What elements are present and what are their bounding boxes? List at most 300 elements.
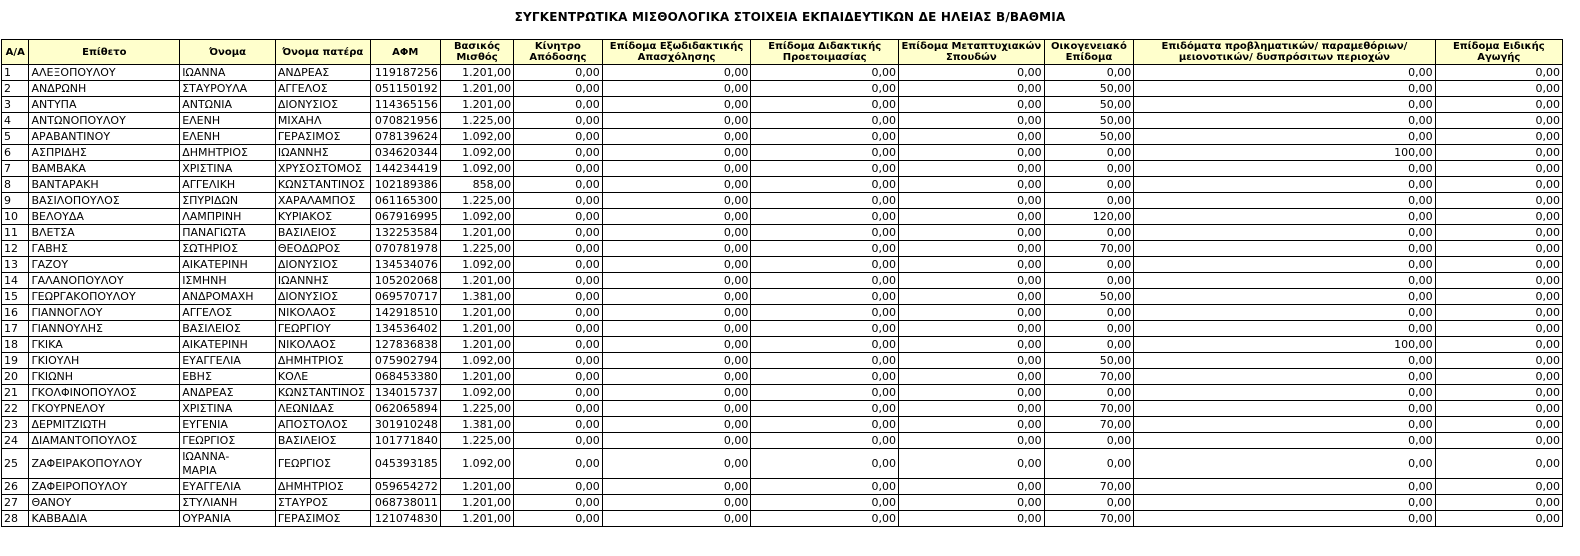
cell-extra-teaching-allowance: 0,00	[602, 495, 751, 511]
cell-extra-teaching-allowance: 0,00	[602, 113, 751, 129]
cell-family-allowance: 70,00	[1044, 417, 1134, 433]
col-header-family-allowance: Οικογενειακό Επίδομα	[1044, 40, 1134, 65]
table-row	[2, 65, 1563, 81]
cell-extra-teaching-allowance: 0,00	[602, 273, 751, 289]
cell-afm: 068453380	[370, 369, 440, 385]
cell-aa: 28	[2, 511, 29, 527]
cell-first-name: ΑΝΔΡΟΜΑΧΗ	[180, 289, 276, 305]
cell-remote-areas-allowance: 0,00	[1134, 353, 1435, 369]
cell-afm: 144234419	[370, 161, 440, 177]
cell-first-name: ΑΝΔΡΕΑΣ	[180, 385, 276, 401]
cell-aa: 26	[2, 479, 29, 495]
cell-aa: 5	[2, 129, 29, 145]
col-header-postgraduate-allowance: Επίδομα Μεταπτυχιακών Σπουδών	[899, 40, 1045, 65]
cell-afm: 132253584	[370, 225, 440, 241]
cell-teaching-prep-allowance: 0,00	[751, 129, 899, 145]
cell-afm: 068738011	[370, 495, 440, 511]
col-header-afm: ΑΦΜ	[370, 40, 440, 65]
cell-aa: 25	[2, 449, 29, 479]
cell-aa: 13	[2, 257, 29, 273]
cell-aa: 21	[2, 385, 29, 401]
cell-performance-incentive: 0,00	[514, 225, 603, 241]
cell-afm: 067916995	[370, 209, 440, 225]
cell-postgraduate-allowance: 0,00	[899, 145, 1045, 161]
cell-remote-areas-allowance: 0,00	[1134, 161, 1435, 177]
table-row	[2, 369, 1563, 385]
cell-special-education-allowance: 0,00	[1435, 511, 1562, 527]
cell-surname: ΒΑΣΙΛΟΠΟΥΛΟΣ	[29, 193, 180, 209]
cell-surname: ΑΝΤΥΠΑ	[29, 97, 180, 113]
cell-extra-teaching-allowance: 0,00	[602, 161, 751, 177]
table-row	[2, 225, 1563, 241]
cell-extra-teaching-allowance: 0,00	[602, 479, 751, 495]
cell-father-name: ΑΝΔΡΕΑΣ	[275, 65, 370, 81]
cell-remote-areas-allowance: 0,00	[1134, 129, 1435, 145]
cell-extra-teaching-allowance: 0,00	[602, 321, 751, 337]
cell-performance-incentive: 0,00	[514, 209, 603, 225]
cell-aa: 18	[2, 337, 29, 353]
cell-remote-areas-allowance: 0,00	[1134, 273, 1435, 289]
cell-teaching-prep-allowance: 0,00	[751, 225, 899, 241]
cell-special-education-allowance: 0,00	[1435, 401, 1562, 417]
cell-afm: 105202068	[370, 273, 440, 289]
cell-afm: 119187256	[370, 65, 440, 81]
cell-afm: 062065894	[370, 401, 440, 417]
cell-performance-incentive: 0,00	[514, 145, 603, 161]
cell-afm: 114365156	[370, 97, 440, 113]
cell-extra-teaching-allowance: 0,00	[602, 193, 751, 209]
cell-extra-teaching-allowance: 0,00	[602, 129, 751, 145]
cell-aa: 1	[2, 65, 29, 81]
cell-remote-areas-allowance: 0,00	[1134, 385, 1435, 401]
cell-performance-incentive: 0,00	[514, 305, 603, 321]
table-row	[2, 417, 1563, 433]
cell-surname: ΓΑΒΗΣ	[29, 241, 180, 257]
cell-family-allowance: 70,00	[1044, 369, 1134, 385]
cell-postgraduate-allowance: 0,00	[899, 401, 1045, 417]
cell-performance-incentive: 0,00	[514, 433, 603, 449]
cell-postgraduate-allowance: 0,00	[899, 417, 1045, 433]
cell-family-allowance: 50,00	[1044, 97, 1134, 113]
cell-performance-incentive: 0,00	[514, 337, 603, 353]
cell-postgraduate-allowance: 0,00	[899, 289, 1045, 305]
cell-remote-areas-allowance: 100,00	[1134, 145, 1435, 161]
cell-basic-salary: 1.201,00	[440, 97, 513, 113]
cell-teaching-prep-allowance: 0,00	[751, 81, 899, 97]
cell-family-allowance: 120,00	[1044, 209, 1134, 225]
col-header-teaching-prep-allowance: Επίδομα Διδακτικής Προετοιμασίας	[751, 40, 899, 65]
cell-family-allowance: 0,00	[1044, 337, 1134, 353]
cell-remote-areas-allowance: 0,00	[1134, 305, 1435, 321]
cell-remote-areas-allowance: 0,00	[1134, 113, 1435, 129]
cell-aa: 22	[2, 401, 29, 417]
cell-first-name: ΑΙΚΑΤΕΡΙΝΗ	[180, 337, 276, 353]
cell-basic-salary: 1.225,00	[440, 113, 513, 129]
table-row	[2, 241, 1563, 257]
cell-teaching-prep-allowance: 0,00	[751, 193, 899, 209]
col-header-remote-areas-allowance: Επιδόματα προβληματικών/ παραμεθόριων/ μειονοτικών/ δυσπρόσιτων περιοχών	[1134, 40, 1435, 65]
cell-basic-salary: 1.201,00	[440, 81, 513, 97]
cell-teaching-prep-allowance: 0,00	[751, 273, 899, 289]
page-title: ΣΥΓΚΕΝΤΡΩΤΙΚΑ ΜΙΣΘΟΛΟΓΙΚΑ ΣΤΟΙΧΕΙΑ ΕΚΠΑΙΔΕΥΤΙΚΩΝ ΔΕ ΗΛΕΙΑΣ Β/ΒΑΘΜΙΑ	[514, 10, 1066, 24]
cell-aa: 23	[2, 417, 29, 433]
cell-family-allowance: 50,00	[1044, 289, 1134, 305]
cell-afm: 069570717	[370, 289, 440, 305]
cell-postgraduate-allowance: 0,00	[899, 129, 1045, 145]
cell-extra-teaching-allowance: 0,00	[602, 433, 751, 449]
cell-family-allowance: 0,00	[1044, 321, 1134, 337]
cell-basic-salary: 1.092,00	[440, 385, 513, 401]
cell-family-allowance: 70,00	[1044, 401, 1134, 417]
cell-surname: ΓΚΟΥΡΝΕΛΟΥ	[29, 401, 180, 417]
cell-surname: ΑΛΕΞΟΠΟΥΛΟΥ	[29, 65, 180, 81]
cell-family-allowance: 70,00	[1044, 241, 1134, 257]
cell-remote-areas-allowance: 0,00	[1134, 321, 1435, 337]
cell-aa: 4	[2, 113, 29, 129]
cell-teaching-prep-allowance: 0,00	[751, 289, 899, 305]
table-row	[2, 289, 1563, 305]
cell-afm: 059654272	[370, 479, 440, 495]
cell-teaching-prep-allowance: 0,00	[751, 161, 899, 177]
cell-aa: 24	[2, 433, 29, 449]
cell-first-name: ΕΒΗΣ	[180, 369, 276, 385]
table-row	[2, 193, 1563, 209]
cell-special-education-allowance: 0,00	[1435, 433, 1562, 449]
cell-basic-salary: 1.092,00	[440, 129, 513, 145]
cell-aa: 15	[2, 289, 29, 305]
cell-father-name: ΣΤΑΥΡΟΣ	[275, 495, 370, 511]
cell-remote-areas-allowance: 0,00	[1134, 81, 1435, 97]
cell-first-name: ΕΥΑΓΓΕΛΙΑ	[180, 479, 276, 495]
cell-performance-incentive: 0,00	[514, 65, 603, 81]
table-body	[2, 65, 1563, 527]
cell-family-allowance: 0,00	[1044, 177, 1134, 193]
cell-special-education-allowance: 0,00	[1435, 337, 1562, 353]
cell-afm: 070781978	[370, 241, 440, 257]
cell-remote-areas-allowance: 0,00	[1134, 209, 1435, 225]
cell-extra-teaching-allowance: 0,00	[602, 401, 751, 417]
cell-postgraduate-allowance: 0,00	[899, 193, 1045, 209]
cell-aa: 7	[2, 161, 29, 177]
cell-postgraduate-allowance: 0,00	[899, 81, 1045, 97]
cell-surname: ΓΚΙΚΑ	[29, 337, 180, 353]
cell-basic-salary: 1.092,00	[440, 145, 513, 161]
col-header-basic-salary: Βασικός Μισθός	[440, 40, 513, 65]
cell-basic-salary: 1.201,00	[440, 65, 513, 81]
cell-afm: 134536402	[370, 321, 440, 337]
col-header-first-name: Όνομα	[180, 40, 276, 65]
cell-family-allowance: 0,00	[1044, 433, 1134, 449]
cell-surname: ΓΚΟΛΦΙΝΟΠΟΥΛΟΣ	[29, 385, 180, 401]
cell-father-name: ΑΓΓΕΛΟΣ	[275, 81, 370, 97]
cell-family-allowance: 0,00	[1044, 161, 1134, 177]
cell-remote-areas-allowance: 0,00	[1134, 495, 1435, 511]
cell-basic-salary: 1.201,00	[440, 495, 513, 511]
cell-postgraduate-allowance: 0,00	[899, 65, 1045, 81]
table-row	[2, 511, 1563, 527]
cell-basic-salary: 1.092,00	[440, 449, 513, 479]
cell-first-name: ΠΑΝΑΓΙΩΤΑ	[180, 225, 276, 241]
cell-remote-areas-allowance: 0,00	[1134, 257, 1435, 273]
cell-afm: 101771840	[370, 433, 440, 449]
cell-teaching-prep-allowance: 0,00	[751, 417, 899, 433]
cell-surname: ΒΑΜΒΑΚΑ	[29, 161, 180, 177]
table-row	[2, 337, 1563, 353]
cell-aa: 11	[2, 225, 29, 241]
table-row	[2, 257, 1563, 273]
cell-teaching-prep-allowance: 0,00	[751, 113, 899, 129]
cell-performance-incentive: 0,00	[514, 257, 603, 273]
cell-father-name: ΔΙΟΝΥΣΙΟΣ	[275, 257, 370, 273]
cell-special-education-allowance: 0,00	[1435, 273, 1562, 289]
table-row	[2, 479, 1563, 495]
cell-teaching-prep-allowance: 0,00	[751, 353, 899, 369]
cell-performance-incentive: 0,00	[514, 241, 603, 257]
cell-first-name: ΑΓΓΕΛΟΣ	[180, 305, 276, 321]
cell-teaching-prep-allowance: 0,00	[751, 337, 899, 353]
cell-performance-incentive: 0,00	[514, 289, 603, 305]
cell-father-name: ΚΟΛΕ	[275, 369, 370, 385]
cell-basic-salary: 1.381,00	[440, 417, 513, 433]
cell-performance-incentive: 0,00	[514, 511, 603, 527]
cell-first-name: ΕΥΓΕΝΙΑ	[180, 417, 276, 433]
cell-first-name: ΔΗΜΗΤΡΙΟΣ	[180, 145, 276, 161]
cell-teaching-prep-allowance: 0,00	[751, 241, 899, 257]
cell-basic-salary: 1.201,00	[440, 305, 513, 321]
cell-surname: ΔΙΑΜΑΝΤΟΠΟΥΛΟΣ	[29, 433, 180, 449]
cell-afm: 034620344	[370, 145, 440, 161]
cell-father-name: ΚΥΡΙΑΚΟΣ	[275, 209, 370, 225]
cell-basic-salary: 1.201,00	[440, 369, 513, 385]
cell-surname: ΖΑΦΕΙΡΟΠΟΥΛΟΥ	[29, 479, 180, 495]
cell-performance-incentive: 0,00	[514, 385, 603, 401]
cell-family-allowance: 0,00	[1044, 495, 1134, 511]
cell-teaching-prep-allowance: 0,00	[751, 305, 899, 321]
cell-performance-incentive: 0,00	[514, 417, 603, 433]
table-row	[2, 353, 1563, 369]
cell-aa: 3	[2, 97, 29, 113]
cell-afm: 301910248	[370, 417, 440, 433]
cell-surname: ΑΡΑΒΑΝΤΙΝΟΥ	[29, 129, 180, 145]
cell-surname: ΓΕΩΡΓΑΚΟΠΟΥΛΟΥ	[29, 289, 180, 305]
cell-basic-salary: 1.201,00	[440, 273, 513, 289]
cell-performance-incentive: 0,00	[514, 81, 603, 97]
cell-teaching-prep-allowance: 0,00	[751, 479, 899, 495]
cell-family-allowance: 70,00	[1044, 511, 1134, 527]
cell-surname: ΒΑΝΤΑΡΑΚΗ	[29, 177, 180, 193]
cell-afm: 075902794	[370, 353, 440, 369]
cell-aa: 16	[2, 305, 29, 321]
table-row	[2, 433, 1563, 449]
cell-remote-areas-allowance: 0,00	[1134, 369, 1435, 385]
cell-first-name: ΕΛΕΝΗ	[180, 113, 276, 129]
cell-basic-salary: 858,00	[440, 177, 513, 193]
cell-afm: 061165300	[370, 193, 440, 209]
cell-postgraduate-allowance: 0,00	[899, 321, 1045, 337]
cell-surname: ΒΕΛΟΥΔΑ	[29, 209, 180, 225]
cell-performance-incentive: 0,00	[514, 129, 603, 145]
cell-extra-teaching-allowance: 0,00	[602, 449, 751, 479]
cell-first-name: ΓΕΩΡΓΙΟΣ	[180, 433, 276, 449]
cell-father-name: ΔΗΜΗΤΡΙΟΣ	[275, 353, 370, 369]
cell-extra-teaching-allowance: 0,00	[602, 177, 751, 193]
cell-special-education-allowance: 0,00	[1435, 145, 1562, 161]
cell-postgraduate-allowance: 0,00	[899, 449, 1045, 479]
table-row	[2, 273, 1563, 289]
cell-surname: ΓΚΙΩΝΗ	[29, 369, 180, 385]
cell-family-allowance: 0,00	[1044, 225, 1134, 241]
cell-basic-salary: 1.225,00	[440, 193, 513, 209]
cell-postgraduate-allowance: 0,00	[899, 305, 1045, 321]
cell-remote-areas-allowance: 0,00	[1134, 225, 1435, 241]
cell-basic-salary: 1.225,00	[440, 241, 513, 257]
cell-father-name: ΔΙΟΝΥΣΙΟΣ	[275, 289, 370, 305]
cell-father-name: ΓΕΡΑΣΙΜΟΣ	[275, 129, 370, 145]
cell-performance-incentive: 0,00	[514, 177, 603, 193]
col-header-aa: Α/Α	[2, 40, 29, 65]
cell-special-education-allowance: 0,00	[1435, 241, 1562, 257]
cell-father-name: ΑΠΟΣΤΟΛΟΣ	[275, 417, 370, 433]
cell-postgraduate-allowance: 0,00	[899, 241, 1045, 257]
cell-performance-incentive: 0,00	[514, 479, 603, 495]
cell-postgraduate-allowance: 0,00	[899, 433, 1045, 449]
cell-surname: ΓΑΖΟΥ	[29, 257, 180, 273]
cell-first-name: ΑΙΚΑΤΕΡΙΝΗ	[180, 257, 276, 273]
cell-teaching-prep-allowance: 0,00	[751, 449, 899, 479]
cell-family-allowance: 0,00	[1044, 273, 1134, 289]
cell-father-name: ΓΕΩΡΓΙΟΥ	[275, 321, 370, 337]
cell-aa: 2	[2, 81, 29, 97]
cell-extra-teaching-allowance: 0,00	[602, 337, 751, 353]
cell-postgraduate-allowance: 0,00	[899, 209, 1045, 225]
cell-special-education-allowance: 0,00	[1435, 161, 1562, 177]
cell-teaching-prep-allowance: 0,00	[751, 145, 899, 161]
cell-first-name: ΧΡΙΣΤΙΝΑ	[180, 401, 276, 417]
col-header-performance-incentive: Κίνητρο Απόδοσης	[514, 40, 603, 65]
cell-aa: 10	[2, 209, 29, 225]
cell-postgraduate-allowance: 0,00	[899, 385, 1045, 401]
cell-teaching-prep-allowance: 0,00	[751, 401, 899, 417]
cell-postgraduate-allowance: 0,00	[899, 337, 1045, 353]
cell-first-name: ΣΠΥΡΙΔΩΝ	[180, 193, 276, 209]
cell-special-education-allowance: 0,00	[1435, 369, 1562, 385]
cell-teaching-prep-allowance: 0,00	[751, 385, 899, 401]
cell-first-name: ΑΝΤΩΝΙΑ	[180, 97, 276, 113]
table-row	[2, 145, 1563, 161]
table-row	[2, 385, 1563, 401]
cell-aa: 12	[2, 241, 29, 257]
cell-family-allowance: 70,00	[1044, 479, 1134, 495]
cell-special-education-allowance: 0,00	[1435, 385, 1562, 401]
cell-afm: 078139624	[370, 129, 440, 145]
cell-postgraduate-allowance: 0,00	[899, 177, 1045, 193]
cell-special-education-allowance: 0,00	[1435, 113, 1562, 129]
cell-performance-incentive: 0,00	[514, 369, 603, 385]
cell-postgraduate-allowance: 0,00	[899, 369, 1045, 385]
cell-performance-incentive: 0,00	[514, 97, 603, 113]
cell-remote-areas-allowance: 0,00	[1134, 417, 1435, 433]
cell-family-allowance: 50,00	[1044, 81, 1134, 97]
cell-special-education-allowance: 0,00	[1435, 209, 1562, 225]
cell-father-name: ΒΑΣΙΛΕΙΟΣ	[275, 225, 370, 241]
cell-surname: ΑΝΔΡΩΝΗ	[29, 81, 180, 97]
cell-family-allowance: 0,00	[1044, 257, 1134, 273]
cell-teaching-prep-allowance: 0,00	[751, 495, 899, 511]
cell-special-education-allowance: 0,00	[1435, 129, 1562, 145]
cell-family-allowance: 0,00	[1044, 145, 1134, 161]
cell-afm: 121074830	[370, 511, 440, 527]
cell-remote-areas-allowance: 0,00	[1134, 433, 1435, 449]
cell-surname: ΓΙΑΝΝΟΥΛΗΣ	[29, 321, 180, 337]
cell-extra-teaching-allowance: 0,00	[602, 225, 751, 241]
cell-father-name: ΔΗΜΗΤΡΙΟΣ	[275, 479, 370, 495]
cell-special-education-allowance: 0,00	[1435, 495, 1562, 511]
table-row	[2, 129, 1563, 145]
cell-teaching-prep-allowance: 0,00	[751, 369, 899, 385]
cell-basic-salary: 1.381,00	[440, 289, 513, 305]
cell-extra-teaching-allowance: 0,00	[602, 97, 751, 113]
cell-surname: ΑΝΤΩΝΟΠΟΥΛΟΥ	[29, 113, 180, 129]
cell-special-education-allowance: 0,00	[1435, 417, 1562, 433]
cell-remote-areas-allowance: 0,00	[1134, 401, 1435, 417]
cell-postgraduate-allowance: 0,00	[899, 161, 1045, 177]
cell-remote-areas-allowance: 100,00	[1134, 337, 1435, 353]
table-row	[2, 161, 1563, 177]
cell-father-name: ΝΙΚΟΛΑΟΣ	[275, 305, 370, 321]
cell-family-allowance: 50,00	[1044, 353, 1134, 369]
cell-afm: 051150192	[370, 81, 440, 97]
cell-teaching-prep-allowance: 0,00	[751, 257, 899, 273]
cell-surname: ΓΚΙΟΥΛΗ	[29, 353, 180, 369]
cell-performance-incentive: 0,00	[514, 161, 603, 177]
cell-first-name: ΒΑΣΙΛΕΙΟΣ	[180, 321, 276, 337]
salary-table	[1, 39, 1563, 527]
cell-performance-incentive: 0,00	[514, 193, 603, 209]
cell-extra-teaching-allowance: 0,00	[602, 145, 751, 161]
cell-father-name: ΧΡΥΣΟΣΤΟΜΟΣ	[275, 161, 370, 177]
cell-surname: ΔΕΡΜΙΤΖΙΩΤΗ	[29, 417, 180, 433]
cell-extra-teaching-allowance: 0,00	[602, 417, 751, 433]
cell-special-education-allowance: 0,00	[1435, 257, 1562, 273]
cell-surname: ΚΑΒΒΑΔΙΑ	[29, 511, 180, 527]
cell-surname: ΒΛΕΤΣΑ	[29, 225, 180, 241]
cell-special-education-allowance: 0,00	[1435, 289, 1562, 305]
cell-afm: 134534076	[370, 257, 440, 273]
col-header-surname: Επίθετο	[29, 40, 180, 65]
cell-basic-salary: 1.201,00	[440, 511, 513, 527]
cell-extra-teaching-allowance: 0,00	[602, 353, 751, 369]
cell-father-name: ΓΕΩΡΓΙΟΣ	[275, 449, 370, 479]
cell-first-name: ΙΣΜΗΝΗ	[180, 273, 276, 289]
table-row	[2, 495, 1563, 511]
cell-extra-teaching-allowance: 0,00	[602, 257, 751, 273]
cell-teaching-prep-allowance: 0,00	[751, 209, 899, 225]
cell-postgraduate-allowance: 0,00	[899, 353, 1045, 369]
cell-basic-salary: 1.225,00	[440, 433, 513, 449]
cell-first-name: ΙΩΑΝΝΑ- ΜΑΡΙΑ	[180, 449, 276, 479]
cell-extra-teaching-allowance: 0,00	[602, 81, 751, 97]
cell-special-education-allowance: 0,00	[1435, 305, 1562, 321]
cell-extra-teaching-allowance: 0,00	[602, 369, 751, 385]
cell-aa: 8	[2, 177, 29, 193]
cell-performance-incentive: 0,00	[514, 495, 603, 511]
cell-aa: 27	[2, 495, 29, 511]
cell-father-name: ΘΕΟΔΩΡΟΣ	[275, 241, 370, 257]
cell-postgraduate-allowance: 0,00	[899, 273, 1045, 289]
cell-remote-areas-allowance: 0,00	[1134, 511, 1435, 527]
cell-special-education-allowance: 0,00	[1435, 65, 1562, 81]
cell-family-allowance: 0,00	[1044, 193, 1134, 209]
